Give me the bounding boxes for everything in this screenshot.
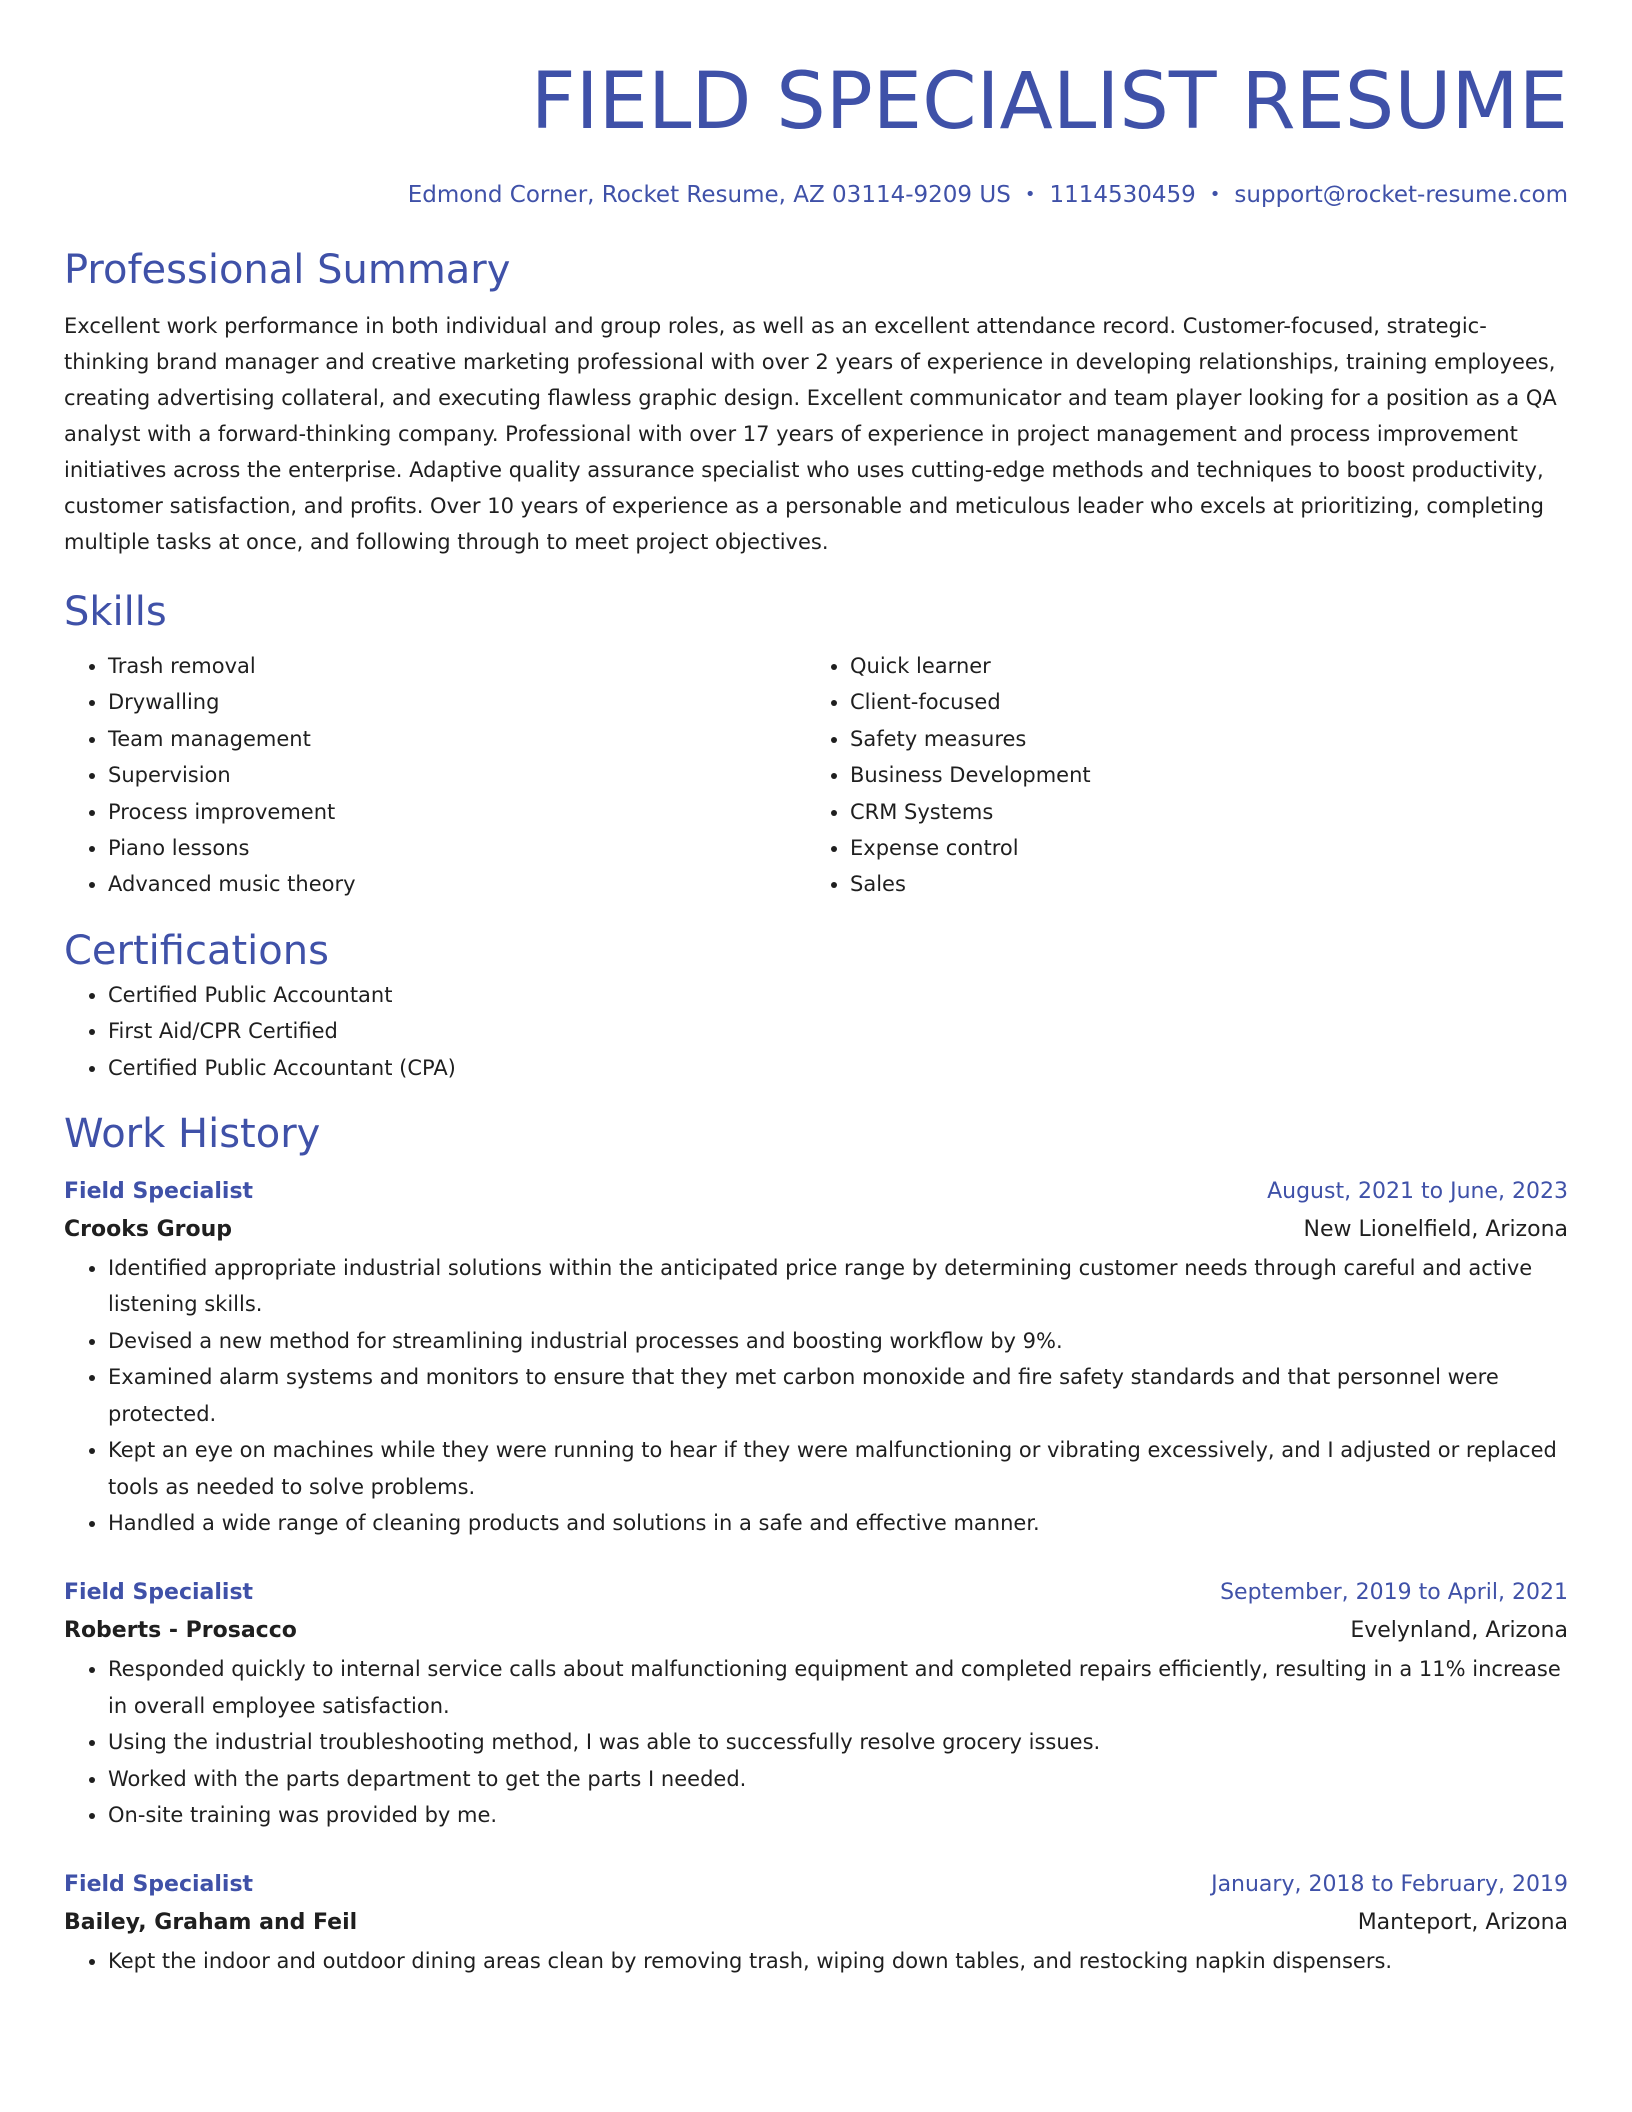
skill-item: • Team management <box>108 721 806 757</box>
resume-title: FIELD SPECIALIST RESUME <box>530 57 1568 147</box>
job-duties-list <box>64 1250 1568 1541</box>
skill-item: • Process improvement <box>108 794 806 830</box>
job-duty: • On-site training was provided by me. <box>108 1797 1568 1833</box>
resume-page <box>64 0 1568 1980</box>
skills-column-right <box>806 648 1548 903</box>
certifications-heading: Certifications <box>64 927 329 974</box>
skills-columns <box>64 648 1568 903</box>
job-dates: January, 2018 to February, 2019 <box>1211 1872 1568 1898</box>
job-duty: • Using the industrial troubleshooting method, I was able to successfully resolve grocery issues. <box>108 1724 1568 1760</box>
job-duty: • Examined alarm systems and monitors to ensure that they met carbon monoxide and fire safety standards and that personnel were protected. <box>108 1359 1568 1432</box>
contact-separator: • <box>1024 184 1036 205</box>
skill-item: • CRM Systems <box>850 794 1548 830</box>
job-entry <box>64 1174 1568 1541</box>
job-title: Field Specialist <box>64 1580 254 1606</box>
job-entry <box>64 1867 1568 1979</box>
skill-item: • Quick learner <box>850 648 1548 684</box>
skill-item: • Trash removal <box>108 648 806 684</box>
job-dates: August, 2021 to June, 2023 <box>1267 1179 1568 1205</box>
certifications-list <box>64 977 1568 1086</box>
job-company-row <box>64 1611 1568 1651</box>
skill-item: • Supervision <box>108 757 806 793</box>
skill-item: • Advanced music theory <box>108 866 806 902</box>
job-location: New Lionelfield, Arizona <box>1303 1217 1568 1243</box>
skill-item: • Piano lessons <box>108 830 806 866</box>
skill-item: • Sales <box>850 866 1548 902</box>
contact-separator: • <box>1209 184 1221 205</box>
job-dates: September, 2019 to April, 2021 <box>1220 1580 1568 1606</box>
job-duty: • Handled a wide range of cleaning products and solutions in a safe and effective manner. <box>108 1505 1568 1541</box>
skill-item: • Business Development <box>850 757 1548 793</box>
contact-address: Edmond Corner, Rocket Resume, AZ 03114-9209 US <box>407 182 1011 208</box>
skills-heading: Skills <box>64 589 167 635</box>
skill-item: • Expense control <box>850 830 1548 866</box>
skills-list-right <box>806 648 1548 903</box>
skills-column-left <box>64 648 806 903</box>
job-location: Manteport, Arizona <box>1357 1910 1568 1936</box>
work-history-heading: Work History <box>64 1111 321 1158</box>
job-header-row <box>64 1867 1568 1903</box>
skill-item: • Client-focused <box>850 684 1548 720</box>
job-company: Roberts - Prosacco <box>64 1618 297 1644</box>
job-duty: • Devised a new method for streamlining industrial processes and boosting workflow by 9%. <box>108 1323 1568 1359</box>
job-duty: • Kept an eye on machines while they were running to hear if they were malfunctioning or vibrating excessively, and I adjusted or replaced tools as needed to solve problems. <box>108 1432 1568 1505</box>
job-header-row <box>64 1174 1568 1210</box>
job-title: Field Specialist <box>64 1872 254 1898</box>
certification-item: • Certified Public Accountant <box>108 977 1568 1013</box>
job-company-row <box>64 1210 1568 1250</box>
skill-item: • Drywalling <box>108 684 806 720</box>
job-duty: • Worked with the parts department to get the parts I needed. <box>108 1761 1568 1797</box>
job-title: Field Specialist <box>64 1179 254 1205</box>
certification-item: • First Aid/CPR Certified <box>108 1013 1568 1049</box>
job-company: Bailey, Graham and Feil <box>64 1910 358 1936</box>
skills-list-left <box>64 648 806 903</box>
job-company-row <box>64 1903 1568 1943</box>
certification-item: • Certified Public Accountant (CPA) <box>108 1050 1568 1086</box>
job-entry <box>64 1575 1568 1833</box>
job-company: Crooks Group <box>64 1217 233 1243</box>
job-location: Evelynland, Arizona <box>1350 1618 1568 1644</box>
skill-item: • Safety measures <box>850 721 1548 757</box>
resume-header <box>64 0 1568 210</box>
job-header-row <box>64 1575 1568 1611</box>
contact-phone: 1114530459 <box>1049 182 1196 208</box>
contact-line <box>64 180 1568 210</box>
job-duties-list <box>64 1651 1568 1833</box>
job-duties-list <box>64 1943 1568 1979</box>
job-duty: • Identified appropriate industrial solutions within the anticipated price range by determining customer needs through careful and active listening skills. <box>108 1250 1568 1323</box>
summary-text: Excellent work performance in both individual and group roles, as well as an excellent attendance record. Customer-focused, strategic-thinking brand manager and creative marketing professional with over 2 years of experience in developing relationships, training employees, creating advertising collateral, and executing flawless graphic design. Excellent communicator and team player looking for a position as a QA analyst with a forward-thinking company. Professional with over 17 years of experience in project management and process improvement initiatives across the enterprise. Adaptive quality assurance specialist who uses cutting-edge methods and techniques to boost productivity, customer satisfaction, and profits. Over 10 years of experience as a personable and meticulous leader who excels at prioritizing, completing multiple tasks at once, and following through to meet project objectives. <box>64 314 1557 554</box>
contact-email: support@rocket-resume.com <box>1234 182 1568 208</box>
job-duty: • Responded quickly to internal service calls about malfunctioning equipment and completed repairs efficiently, resulting in a 11% increase in overall employee satisfaction. <box>108 1651 1568 1724</box>
summary-heading: Professional Summary <box>64 247 511 293</box>
job-duty: • Kept the indoor and outdoor dining areas clean by removing trash, wiping down tables, and restocking napkin dispensers. <box>108 1943 1568 1979</box>
